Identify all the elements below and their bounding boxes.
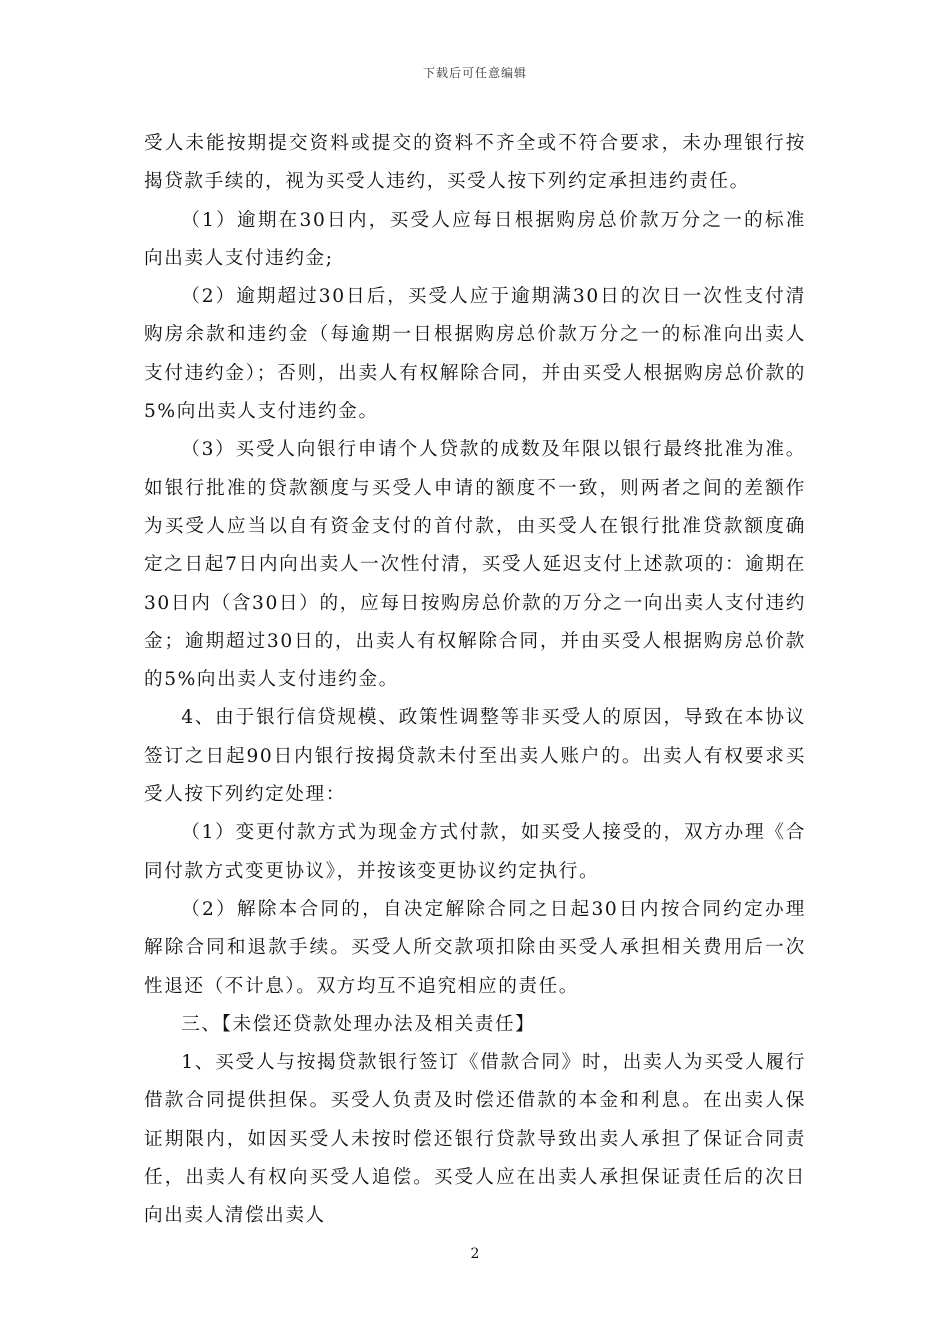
section-heading: 三、【未偿还贷款处理办法及相关责任】 <box>181 1013 536 1035</box>
document-body <box>144 125 806 1236</box>
paragraph-4: （3）买受人向银行申请个人贷款的成数及年限以银行最终批准为准。如银行批准的贷款额度与买受人申请的额度不一致，则两者之间的差额作为买受人应当以自有资金支付的首付款，由买受人在银行批准贷款额度确定之日起7日内向出卖人一次性付清，买受人延迟支付上述款项的：逾期在30日内（含30日）的，应每日按购房总价款的万分之一向出卖人支付违约金；逾期超过30日的，出卖人有权解除合同，并由买受人根据购房总价款的5%向出卖人支付违约金。 <box>144 439 806 691</box>
paragraph-9: 1、买受人与按揭贷款银行签订《借款合同》时，出卖人为买受人履行借款合同提供担保。买受人负责及时偿还借款的本金和利息。在出卖人保证期限内，如因买受人未按时偿还银行贷款导致出卖人承担了保证合同责任，出卖人有权向买受人追偿。买受人应在出卖人承担保证责任后的次日向出卖人清偿出卖人 <box>144 1052 806 1227</box>
paragraph-6: （1）变更付款方式为现金方式付款，如买受人接受的，双方办理《合同付款方式变更协议》，并按该变更协议约定执行。 <box>144 822 806 882</box>
paragraph-1: 受人未能按期提交资料或提交的资料不齐全或不符合要求，未办理银行按揭贷款手续的，视为买受人违约，买受人按下列约定承担违约责任。 <box>144 133 806 193</box>
paragraph-3: （2）逾期超过30日后，买受人应于逾期满30日的次日一次性支付清购房余款和违约金（每逾期一日根据购房总价款万分之一的标准向出卖人支付违约金）；否则，出卖人有权解除合同，并由买受人根据购房总价款的5%向出卖人支付违约金。 <box>144 286 806 423</box>
paragraph-2: （1）逾期在30日内，买受人应每日根据购房总价款万分之一的标准向出卖人支付违约金; <box>144 209 806 269</box>
page-header: 下载后可任意编辑 <box>422 66 527 80</box>
page-number: 2 <box>470 1246 480 1262</box>
paragraph-7: （2）解除本合同的，自决定解除合同之日起30日内按合同约定办理解除合同和退款手续。买受人所交款项扣除由买受人承担相关费用后一次性退还（不计息）。双方均互不追究相应的责任。 <box>144 898 806 997</box>
paragraph-5: 4、由于银行信贷规模、政策性调整等非买受人的原因，导致在本协议签订之日起90日内银行按揭贷款未付至出卖人账户的。出卖人有权要求买受人按下列约定处理： <box>144 707 806 806</box>
